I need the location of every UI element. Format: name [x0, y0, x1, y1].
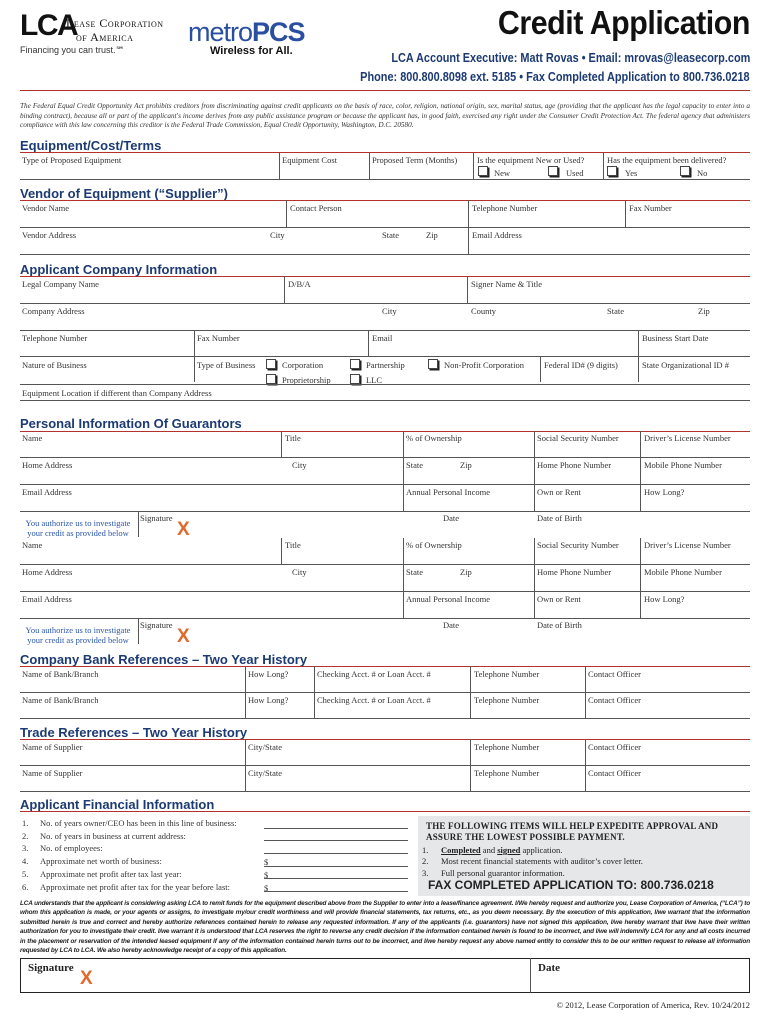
company-email-field[interactable]: Email	[372, 333, 393, 343]
row-line	[20, 484, 750, 485]
guarantor-1-signature-field[interactable]: Signature	[140, 513, 173, 523]
federal-id-field[interactable]: Federal ID# (9 digits)	[544, 360, 618, 370]
authorize-note: your credit as provided below	[27, 528, 129, 538]
yes-label: Yes	[625, 168, 638, 178]
guarantor-1-title-field[interactable]: Title	[285, 433, 301, 443]
divider	[603, 152, 604, 179]
vendor-contact-field[interactable]: Contact Person	[290, 203, 342, 213]
item-text: Most recent financial statements with auditor’s cover letter.	[441, 856, 643, 866]
applicant-rule	[20, 276, 750, 277]
business-start-field[interactable]: Business Start Date	[642, 333, 709, 343]
nature-field[interactable]: Nature of Business	[22, 360, 87, 370]
financial-item-label: Approximate net worth of business:	[40, 856, 162, 867]
financial-item-number: 6.	[22, 881, 29, 892]
divider	[368, 330, 369, 357]
vendor-fax-field[interactable]: Fax Number	[629, 203, 672, 213]
divider	[585, 765, 586, 791]
divider	[281, 538, 282, 564]
guarantor-1-income-field[interactable]: Annual Personal Income	[406, 487, 491, 497]
divider	[530, 958, 531, 993]
final-date-field[interactable]: Date	[538, 962, 560, 974]
guarantor-1-home-phone-field[interactable]: Home Phone Number	[537, 460, 612, 470]
header-rule	[20, 90, 750, 91]
section-vendor: Vendor of Equipment (“Supplier”)	[20, 186, 228, 201]
equipment-rule	[20, 152, 750, 153]
proposed-term-field[interactable]: Proposed Term (Months)	[372, 155, 458, 165]
divider	[138, 511, 139, 537]
divider	[540, 356, 541, 382]
authorize-note: You authorize us to investigate	[25, 518, 131, 528]
row-line	[20, 718, 750, 719]
metro-text: metro	[188, 17, 253, 47]
state-org-id-field[interactable]: State Organizational ID #	[642, 360, 729, 370]
divider	[473, 152, 474, 179]
guarantor-2-name-field[interactable]: Name	[22, 540, 43, 550]
fax-application-banner: FAX COMPLETED APPLICATION TO: 800.736.0218	[428, 878, 714, 892]
divider	[534, 538, 535, 618]
signer-field[interactable]: Signer Name & Title	[471, 279, 543, 289]
divider	[281, 431, 282, 457]
guarantor-1-name-field[interactable]: Name	[22, 433, 43, 443]
guarantor-2-how-long-field[interactable]: How Long?	[644, 594, 685, 604]
divider	[585, 692, 586, 718]
phone-line: Phone: 800.800.8098 ext. 5185 • Fax Completed Application to 800.736.0218	[360, 69, 750, 84]
guarantor-1-dob-field[interactable]: Date of Birth	[537, 513, 582, 523]
llc-checkbox[interactable]	[350, 374, 360, 384]
metro-tagline: Wireless for All.	[210, 45, 293, 57]
guarantor-1-ownership-field[interactable]: % of Ownership	[406, 433, 462, 443]
yes-checkbox[interactable]	[607, 166, 617, 176]
row-line	[20, 791, 750, 792]
bank-2-how-long-field[interactable]: How Long?	[248, 695, 289, 705]
authorize-note: your credit as provided below	[27, 635, 129, 645]
company-phone-field[interactable]: Telephone Number	[22, 333, 88, 343]
signed-text: signed	[497, 845, 521, 855]
row-line	[20, 564, 750, 565]
divider	[369, 152, 370, 179]
row-line	[20, 330, 750, 331]
final-signature-x: X	[80, 968, 93, 989]
row-line	[20, 765, 750, 766]
guarantor-1-city-field[interactable]: City	[292, 460, 307, 470]
nonprofit-checkbox[interactable]	[428, 359, 438, 369]
guarantor-2-license-field[interactable]: Driver’s License Number	[644, 540, 731, 550]
guarantor-2-own-rent-field[interactable]: Own or Rent	[537, 594, 581, 604]
guarantor-2-city-field[interactable]: City	[292, 567, 307, 577]
vendor-rule	[20, 200, 750, 201]
vendor-phone-field[interactable]: Telephone Number	[472, 203, 538, 213]
vendor-address-field[interactable]: Vendor Address	[22, 230, 77, 240]
proprietorship-checkbox[interactable]	[266, 374, 276, 384]
company-city-field[interactable]: City	[382, 306, 397, 316]
bank-2-name-field[interactable]: Name of Bank/Branch	[22, 695, 99, 705]
bank-1-phone-field[interactable]: Telephone Number	[474, 669, 540, 679]
expedite-item-2	[422, 856, 643, 866]
divider	[284, 276, 285, 303]
trade-1-supplier-field[interactable]: Name of Supplier	[22, 742, 83, 752]
bank-1-account-field[interactable]: Checking Acct. # or Loan Acct. #	[317, 669, 431, 679]
guarantor-2-mobile-field[interactable]: Mobile Phone Number	[644, 567, 722, 577]
divider	[403, 538, 404, 618]
row-line	[20, 457, 750, 458]
row-line	[20, 179, 750, 180]
company-county-field[interactable]: County	[471, 306, 497, 316]
lca-logo: LCA	[20, 9, 78, 42]
guarantor-1-how-long-field[interactable]: How Long?	[644, 487, 685, 497]
section-trade-references: Trade References – Two Year History	[20, 725, 248, 740]
guarantor-1-home-address-field[interactable]: Home Address	[22, 460, 73, 470]
guarantor-2-income-field[interactable]: Annual Personal Income	[406, 594, 491, 604]
divider	[245, 739, 246, 765]
financial-item-label: Approximate net profit after tax for the year before last:	[40, 881, 230, 892]
divider	[314, 666, 315, 692]
guarantor-2-dob-field[interactable]: Date of Birth	[537, 620, 582, 630]
trade-1-officer-field[interactable]: Contact Officer	[588, 742, 641, 752]
new-label: New	[494, 168, 511, 178]
financial-item-label: No. of years in business at current address:	[40, 830, 186, 841]
divider	[245, 692, 246, 718]
item-number: 2.	[422, 856, 429, 866]
bank-2-account-field[interactable]: Checking Acct. # or Loan Acct. #	[317, 695, 431, 705]
pcs-text: PCS	[252, 17, 305, 47]
divider	[138, 618, 139, 644]
financial-item-label: No. of employees:	[40, 843, 103, 854]
dba-field[interactable]: D/B/A	[288, 279, 311, 289]
financial-item-prefix: $	[264, 882, 269, 893]
company-zip-field[interactable]: Zip	[698, 306, 710, 316]
trade-2-officer-field[interactable]: Contact Officer	[588, 768, 641, 778]
guarantor-2-home-phone-field[interactable]: Home Phone Number	[537, 567, 612, 577]
guarantor-2-ownership-field[interactable]: % of Ownership	[406, 540, 462, 550]
item-number: 1.	[422, 845, 429, 855]
guarantor-2-home-address-field[interactable]: Home Address	[22, 567, 73, 577]
divider	[470, 692, 471, 718]
expedite-box	[418, 816, 750, 896]
guarantor-1-state-field[interactable]: State	[406, 460, 423, 470]
application-text: application.	[520, 845, 563, 855]
vendor-city-field[interactable]: City	[270, 230, 285, 240]
row-line	[20, 591, 750, 592]
new-used-question: Is the equipment New or Used?	[477, 155, 585, 165]
llc-label: LLC	[366, 375, 383, 385]
and-text: and	[480, 845, 498, 855]
divider	[470, 765, 471, 791]
guarantor-2-date-field[interactable]: Date	[443, 620, 460, 630]
guarantor-1-own-rent-field[interactable]: Own or Rent	[537, 487, 581, 497]
divider	[286, 200, 287, 227]
guarantor-2-state-field[interactable]: State	[406, 567, 423, 577]
divider	[534, 431, 535, 511]
row-line	[20, 384, 750, 385]
no-checkbox[interactable]	[680, 166, 690, 176]
page-title: Credit Application	[497, 4, 750, 41]
row-line	[20, 303, 750, 304]
section-bank-references: Company Bank References – Two Year History	[20, 652, 308, 667]
trade-1-phone-field[interactable]: Telephone Number	[474, 742, 540, 752]
section-applicant: Applicant Company Information	[20, 262, 218, 277]
financial-item-number: 5.	[22, 868, 29, 879]
row-line	[20, 227, 750, 228]
financial-item-label: No. of years owner/CEO has been in this line of business:	[40, 818, 237, 828]
financial-item-number: 1.	[22, 818, 29, 828]
expedite-heading-2: ASSURE THE LOWEST POSSIBLE PAYMENT.	[426, 832, 625, 842]
divider	[403, 431, 404, 511]
company-fax-field[interactable]: Fax Number	[197, 333, 240, 343]
proprietorship-label: Proprietorship	[282, 375, 331, 385]
expedite-heading-1: THE FOLLOWING ITEMS WILL HELP EXPEDITE APPROVAL AND	[426, 821, 719, 831]
equipment-location-field[interactable]: Equipment Location if different than Company Address	[22, 388, 212, 398]
financial-item-prefix: $	[264, 857, 269, 868]
account-executive-line: LCA Account Executive: Matt Rovas • Email: mrovas@leasecorp.com	[391, 50, 750, 65]
expedite-item-3	[422, 868, 565, 878]
final-signature-label: Signature	[28, 962, 74, 974]
row-line	[20, 400, 750, 401]
trade-2-supplier-field[interactable]: Name of Supplier	[22, 768, 83, 778]
bank-rule	[20, 666, 750, 667]
ecoa-disclaimer: The Federal Equal Credit Opportunity Act prohibits creditors from discriminating against credit applicants on the basis of race, color, religion, national origin, sex, marital status, age (providing that the applicant has the legal capacity to enter into a binding contract), because all or part of the applicant's income derives from any public assistance program or because the applicant has, in good faith, exercised any right under the Consumer Credit Protection Act. The federal agency that administers compliance with this law concerning this creditor is the Federal Trade Commission, Equal Credit Opportunity, Washington, D.C. 20580.	[20, 102, 750, 129]
row-line	[20, 356, 750, 357]
financial-rule	[20, 811, 750, 812]
nonprofit-label: Non-Profit Corporation	[444, 360, 525, 370]
company-name-line1: Lease Corporation	[66, 16, 164, 30]
divider	[585, 739, 586, 765]
guarantor-2-signature-field[interactable]: Signature	[140, 620, 173, 630]
legal-name-field[interactable]: Legal Company Name	[22, 279, 99, 289]
trade-rule	[20, 739, 750, 740]
vendor-zip-field[interactable]: Zip	[426, 230, 438, 240]
financial-item-number: 2.	[22, 830, 29, 841]
financial-item-number: 4.	[22, 856, 29, 867]
authorization-legal-text: LCA understands that the applicant is considering asking LCA to remit funds for the equipment described above from the Supplier to enter into a lease/finance agreement. I/We hereby request and authorize you, Lease Corporation of America, (“LCA”) to whom this application is made, or your agents or assigns, to investigate my/our credit worthiness and will provide financial statements, tax returns, etc., as you deem necessary. By the execution of this application, I/we warrant that the information submitted herein is true and correct and hereby authorize references contained herein to release any requested information. If any of the applicants (i.e. guarantors) have not signed this application, I/we hereby warrant that I/we have their written authorization for you to investigate their credit. I/we warrant it is understood that LCA reserves the right to reverse any credit decision if the information contained herein is found to be incorrect, and I/we will indemnify LCA for any and all costs incurred in the placement or reservation of the intended leased equipment if any of the information contained herein turns out to be incorrect, and I/we hereby request any above named entity to consider this to be our written request to release all information requested by LCA to LCA. We also hereby acknowledge receipt of a copy of this application.	[20, 900, 750, 955]
partnership-checkbox[interactable]	[350, 359, 360, 369]
divider	[467, 276, 468, 303]
vendor-email-field[interactable]: Email Address	[472, 230, 522, 240]
trade-2-phone-field[interactable]: Telephone Number	[474, 768, 540, 778]
row-line	[20, 511, 750, 512]
guarantor-1-ssn-field[interactable]: Social Security Number	[537, 433, 619, 443]
financial-item-2-field[interactable]	[264, 840, 408, 841]
company-address-field[interactable]: Company Address	[22, 306, 85, 316]
delivered-question: Has the equipment been delivered?	[607, 155, 727, 165]
financial-item-number: 3.	[22, 843, 29, 854]
signature-x-mark: X	[177, 519, 190, 540]
corporation-label: Corporation	[282, 360, 324, 370]
company-state-field[interactable]: State	[607, 306, 624, 316]
vendor-state-field[interactable]: State	[382, 230, 399, 240]
final-signature-field[interactable]	[100, 960, 520, 991]
row-line	[20, 618, 750, 619]
guarantor-2-zip-field[interactable]: Zip	[460, 567, 472, 577]
divider	[279, 152, 280, 179]
divider	[470, 666, 471, 692]
guarantor-2-ssn-field[interactable]: Social Security Number	[537, 540, 619, 550]
equipment-cost-field[interactable]: Equipment Cost	[282, 155, 338, 165]
divider	[625, 200, 626, 227]
financial-item-5-field[interactable]	[264, 878, 408, 879]
trade-2-city-field[interactable]: City/State	[248, 768, 282, 778]
section-equipment: Equipment/Cost/Terms	[20, 138, 162, 153]
row-line	[20, 692, 750, 693]
tagline: Financing you can trust.℠	[20, 45, 125, 55]
no-label: No	[697, 168, 708, 178]
row-line	[20, 254, 750, 255]
divider	[245, 765, 246, 791]
financial-item-4-field[interactable]	[264, 866, 408, 867]
guarantor-2-title-field[interactable]: Title	[285, 540, 301, 550]
divider	[640, 538, 641, 618]
financial-item-6-field[interactable]	[264, 891, 408, 892]
guarantor-1-date-field[interactable]: Date	[443, 513, 460, 523]
signature-x-mark: X	[177, 626, 190, 647]
trade-1-city-field[interactable]: City/State	[248, 742, 282, 752]
vendor-name-field[interactable]: Vendor Name	[22, 203, 69, 213]
section-guarantors: Personal Information Of Guarantors	[20, 416, 242, 431]
bank-1-officer-field[interactable]: Contact Officer	[588, 669, 641, 679]
divider	[314, 692, 315, 718]
item-text: Full personal guarantor information.	[441, 868, 565, 878]
guarantor-1-email-field[interactable]: Email Address	[22, 487, 72, 497]
item-number: 3.	[422, 868, 429, 878]
type-of-business-label: Type of Business	[197, 360, 256, 370]
guarantor-2-email-field[interactable]: Email Address	[22, 594, 72, 604]
financial-item-3-field[interactable]	[264, 853, 408, 854]
guarantor-1-mobile-field[interactable]: Mobile Phone Number	[644, 460, 722, 470]
guarantor-1-zip-field[interactable]: Zip	[460, 460, 472, 470]
corporation-checkbox[interactable]	[266, 359, 276, 369]
company-name-line2: of America	[76, 30, 134, 44]
financial-item-1-field[interactable]	[264, 828, 408, 829]
used-checkbox[interactable]	[548, 166, 558, 176]
bank-2-phone-field[interactable]: Telephone Number	[474, 695, 540, 705]
partnership-label: Partnership	[366, 360, 405, 370]
divider	[585, 666, 586, 692]
financial-item-label: Approximate net profit after tax last year:	[40, 868, 182, 879]
copyright-footer: © 2012, Lease Corporation of America, Rev. 10/24/2012	[556, 1000, 750, 1010]
new-checkbox[interactable]	[478, 166, 488, 176]
guarantor-1-license-field[interactable]: Driver’s License Number	[644, 433, 731, 443]
equipment-type-field[interactable]: Type of Proposed Equipment	[22, 155, 122, 165]
metropcs-logo	[188, 18, 305, 46]
bank-2-officer-field[interactable]: Contact Officer	[588, 695, 641, 705]
expedite-item-1	[422, 845, 562, 855]
divider	[470, 739, 471, 765]
used-label: Used	[566, 168, 584, 178]
completed-text: Completed	[441, 845, 481, 855]
authorize-note: You authorize us to investigate	[25, 625, 131, 635]
bank-1-name-field[interactable]: Name of Bank/Branch	[22, 669, 99, 679]
section-financial: Applicant Financial Information	[20, 797, 215, 812]
divider	[245, 666, 246, 692]
financial-item-prefix: $	[264, 869, 269, 880]
bank-1-how-long-field[interactable]: How Long?	[248, 669, 289, 679]
divider	[640, 431, 641, 511]
